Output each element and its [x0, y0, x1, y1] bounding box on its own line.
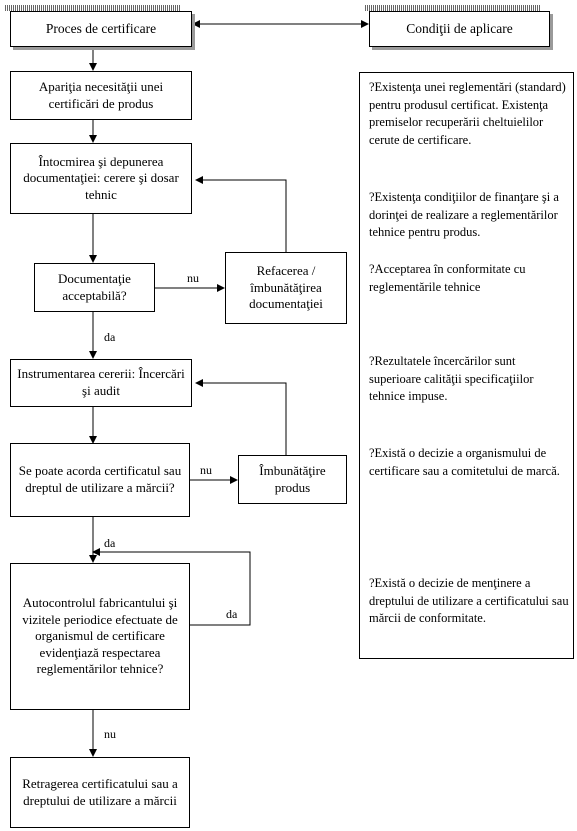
rework-product-text: Îmbunătăţire produs — [259, 462, 326, 495]
condition-item: ?Rezultatele încercărilor sunt superioare calităţii specificaţiilor tehnice impuse. — [369, 354, 534, 403]
edge-label-da-3: da — [226, 607, 238, 621]
rework-product — [238, 455, 347, 504]
decision-self-control — [10, 563, 190, 710]
step-instrumentation — [10, 359, 192, 407]
decision-grant-certificate — [10, 443, 190, 517]
conditions-panel — [359, 72, 574, 659]
process-header-title: Proces de certificare — [45, 21, 157, 37]
step-documentation-text: Întocmirea şi depunerea documentaţiei: cerere şi dosar tehnic — [23, 153, 179, 202]
decision-documentation-acceptable — [34, 263, 155, 312]
decision-grant-certificate-text: Se poate acorda certificatul sau dreptul de utilizare a mărcii? — [18, 463, 182, 495]
condition-item: ?Acceptarea în conformitate cu reglementările tehnice — [369, 262, 526, 294]
step-documentation — [10, 143, 192, 214]
arrow-rework2-to-step3 — [196, 383, 286, 455]
condition-item: ?Există o decizie de menţinere a dreptului de utilizare a certificatului sau mărcii de conformitate. — [369, 576, 569, 625]
step-need-certification — [10, 71, 192, 120]
rework-documentation-text: Refacerea / îmbunătăţirea documentaţiei — [249, 263, 323, 312]
edge-label-da-2: da — [104, 536, 116, 550]
edge-label-da-1: da — [104, 330, 116, 344]
conditions-header-box — [369, 11, 550, 47]
condition-item: ?Există o decizie a organismului de certificare sau a comitetului de marcă. — [369, 446, 560, 478]
decision-documentation-acceptable-text: Documentaţie acceptabilă? — [58, 270, 131, 303]
rework-documentation — [225, 252, 347, 324]
condition-item: ?Existenţa unei reglementări (standard) pentru produsul certificat. Existenţa premiselor recuperării cheltuielilor cerute de certificare. — [369, 80, 566, 147]
decision-self-control-text: Autocontrolul fabricantului şi vizitele periodice efectuate de organismul de certificare evidenţiază respectarea reglementărilor tehnice? — [22, 594, 178, 677]
final-withdrawal-text: Retragerea certificatului sau a dreptului de utilizare a mărcii — [22, 775, 178, 808]
edge-label-nu-2: nu — [200, 463, 212, 477]
edge-label-nu-3: nu — [104, 727, 116, 741]
condition-item: ?Existenţa condiţiilor de finanţare şi a dorinţei de realizare a reglementărilor tehnice pentru produs. — [369, 190, 559, 239]
conditions-header-title: Condiţii de aplicare — [406, 21, 513, 37]
final-withdrawal — [10, 757, 190, 828]
arrow-rework1-to-step2 — [196, 180, 286, 252]
process-header-box — [10, 11, 192, 47]
step-need-certification-text: Apariţia necesităţii unei certificări de produs — [38, 78, 164, 111]
edge-label-nu-1: nu — [187, 271, 199, 285]
step-instrumentation-text: Instrumentarea cererii: Încercări şi audit — [17, 366, 185, 398]
